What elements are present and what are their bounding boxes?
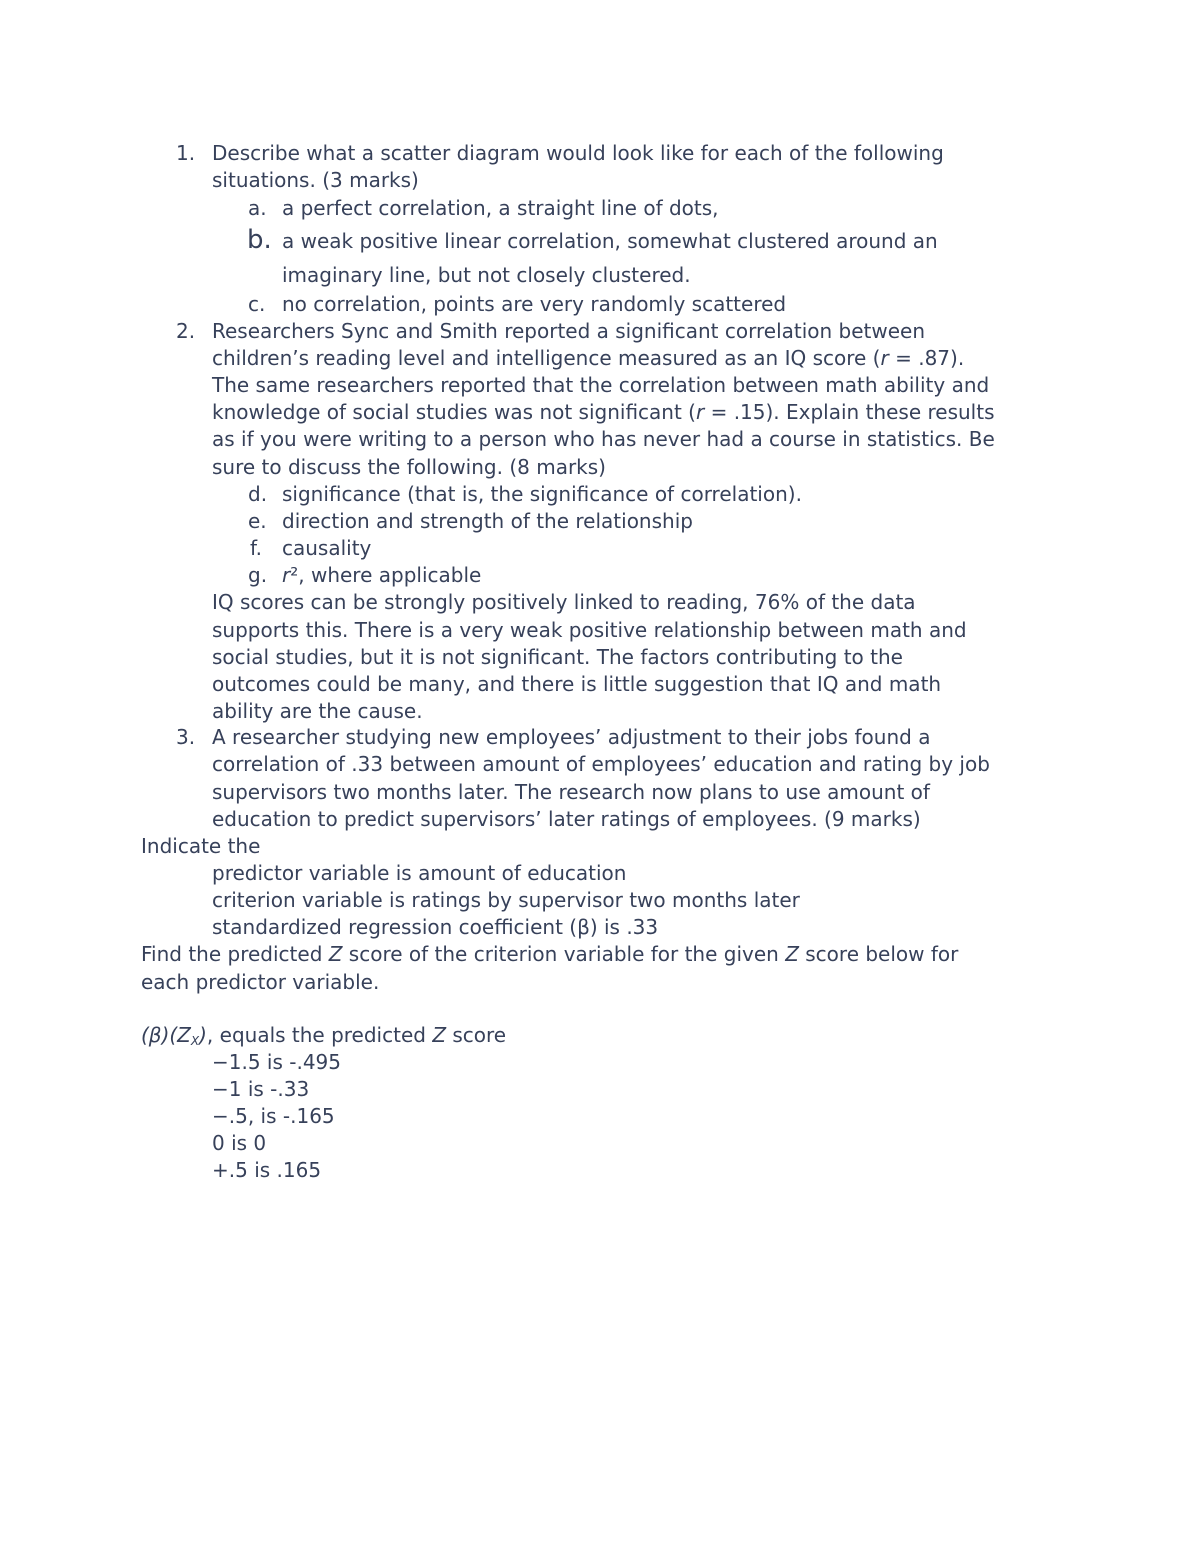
q1-line-1: Describe what a scatter diagram would look like for each of the following — [212, 141, 944, 165]
q3-line-3: supervisors two months later. The research now plans to use amount of — [212, 780, 930, 804]
q2-line-5: as if you were writing to a person who has never had a course in statistics. Be — [212, 427, 995, 451]
q1-item-c-marker: c. — [248, 292, 266, 316]
q2-line-3: The same researchers reported that the correlation between math ability and — [212, 373, 990, 397]
q2-answer-line-4: outcomes could be many, and there is little suggestion that IQ and math — [212, 672, 942, 696]
q2-line-4 — [212, 399, 995, 426]
indicate-line-3: standardized regression coefficient (β) is .33 — [212, 915, 659, 939]
q3-line-2: correlation of .33 between amount of employees’ education and rating by job — [212, 752, 990, 776]
result-3: −.5, is -.165 — [212, 1104, 335, 1128]
formula-subscript: X — [190, 1034, 200, 1048]
find-text-2: score of the criterion variable for the given — [342, 942, 786, 966]
q1-line-2: situations. (3 marks) — [212, 168, 419, 192]
indicate-line-2: criterion variable is ratings by supervisor two months later — [212, 888, 800, 912]
q2-item-e-text: direction and strength of the relationship — [282, 509, 693, 533]
q2-answer-line-3: social studies, but it is not significant. The factors contributing to the — [212, 645, 903, 669]
q2-item-g-text — [282, 562, 481, 589]
q2-answer-line-1: IQ scores can be strongly positively linked to reading, 76% of the data — [212, 590, 916, 614]
find-z-1: Z — [328, 942, 343, 966]
indicate-heading: Indicate the — [141, 834, 261, 858]
q1-item-c-text: no correlation, points are very randomly scattered — [282, 292, 787, 316]
q3-line-4: education to predict supervisors’ later ratings of employees. (9 marks) — [212, 807, 921, 831]
q2-item-f-marker: f. — [250, 536, 262, 560]
q2-item-g-marker: g. — [248, 563, 268, 587]
q1-item-a-marker: a. — [248, 196, 267, 220]
q2-line-2-value: = .87). — [888, 346, 965, 370]
find-line-2: each predictor variable. — [141, 970, 380, 994]
result-4: 0 is 0 — [212, 1131, 267, 1155]
q2-line-6: sure to discuss the following. (8 marks) — [212, 455, 606, 479]
q2-item-e-marker: e. — [248, 509, 267, 533]
q2-line-2 — [212, 345, 964, 372]
find-text-1: Find the predicted — [141, 942, 329, 966]
formula-z: Z — [432, 1023, 447, 1047]
q2-r-symbol-2: r — [695, 400, 705, 424]
result-2: −1 is -.33 — [212, 1077, 310, 1101]
formula-text: , equals the predicted — [206, 1023, 433, 1047]
find-text-3: score below for — [798, 942, 959, 966]
formula-line — [141, 1022, 506, 1049]
formula-close: ) — [199, 1023, 207, 1047]
q1-number: 1. — [176, 141, 196, 165]
q2-line-4-value: = .15). Explain these results — [704, 400, 995, 424]
result-1: −1.5 is -.495 — [212, 1050, 342, 1074]
q1-item-a-text: a perfect correlation, a straight line of dots, — [282, 196, 719, 220]
q1-item-b-text-2: imaginary line, but not closely clustered. — [282, 263, 691, 287]
q2-item-f-text: causality — [282, 536, 372, 560]
q2-number: 2. — [176, 319, 196, 343]
q2-answer-line-2: supports this. There is a very weak positive relationship between math and — [212, 618, 967, 642]
q3-line-1: A researcher studying new employees’ adjustment to their jobs found a — [212, 725, 931, 749]
q1-item-b-text-1: a weak positive linear correlation, somewhat clustered around an — [282, 229, 938, 253]
q1-item-b-marker: b. — [247, 225, 272, 255]
formula-beta-zx: (β)(Z — [141, 1023, 191, 1047]
q3-number: 3. — [176, 725, 196, 749]
q2-item-d-marker: d. — [248, 482, 268, 506]
q2-item-g-rest: ², where applicable — [290, 563, 482, 587]
q2-item-d-text: significance (that is, the significance of correlation). — [282, 482, 802, 506]
indicate-line-1: predictor variable is amount of education — [212, 861, 627, 885]
q2-line-1: Researchers Sync and Smith reported a significant correlation between — [212, 319, 926, 343]
q2-line-4-text: knowledge of social studies was not significant ( — [212, 400, 696, 424]
formula-score: score — [446, 1023, 507, 1047]
q2-item-g-r: r — [282, 563, 291, 587]
find-z-2: Z — [785, 942, 799, 966]
result-5: +.5 is .165 — [212, 1158, 322, 1182]
q2-answer-line-5: ability are the cause. — [212, 699, 423, 723]
q2-r-symbol: r — [880, 346, 889, 370]
q2-line-2-text: children’s reading level and intelligence measured as an IQ score ( — [212, 346, 881, 370]
find-line-1 — [141, 941, 958, 968]
